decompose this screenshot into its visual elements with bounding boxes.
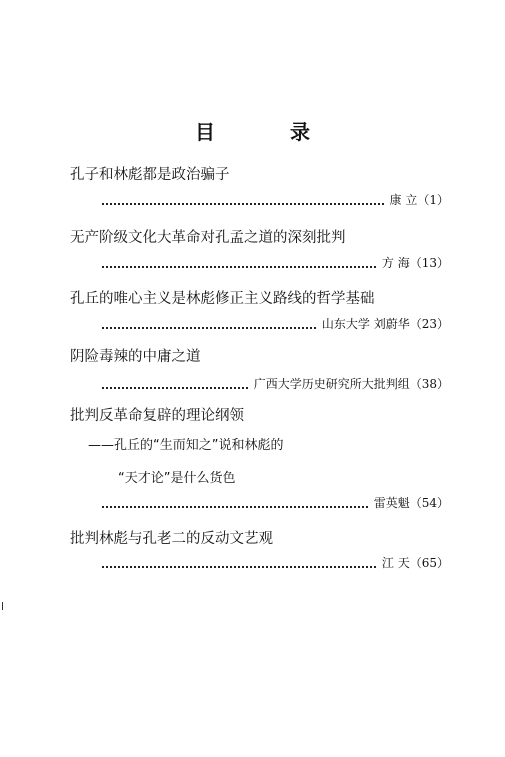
toc-entry-leader (102, 376, 449, 392)
toc-entry-author: 方 海 (381, 256, 410, 270)
dot-leader (102, 373, 248, 389)
toc-entry-subtitle: “天才论”是什么货色 (118, 471, 236, 486)
toc-entry-page: （1） (417, 193, 449, 207)
toc-entry-title: 孔丘的唯心主义是林彪修正主义路线的哲学基础 (70, 291, 375, 307)
toc-entry-title: 批判反革命复辟的理论纲领 (70, 408, 244, 424)
toc-heading: 目 录 (195, 120, 344, 144)
dot-leader (102, 313, 316, 329)
toc-entry-page: （38） (409, 377, 449, 391)
toc-entry-leader (102, 192, 449, 208)
dot-leader (102, 189, 384, 205)
toc-entry-title: 阴险毒辣的中庸之道 (70, 349, 201, 365)
toc-entry-leader (102, 316, 449, 332)
toc-entry-author: 山东大学 刘蔚华 (321, 317, 410, 331)
toc-entry-leader (102, 495, 449, 511)
dot-leader (102, 492, 368, 508)
margin-mark (2, 602, 3, 610)
dot-leader (102, 552, 376, 568)
toc-entry-title: 孔子和林彪都是政治骗子 (70, 167, 230, 183)
toc-entry-page: （13） (409, 256, 449, 270)
toc-entry-leader (102, 555, 449, 571)
toc-entry-page: （54） (409, 496, 449, 510)
toc-entry-page: （65） (409, 556, 449, 570)
toc-entry-author: 江 天 (381, 556, 410, 570)
toc-entry-title: 批判林彪与孔老二的反动文艺观 (70, 531, 273, 547)
dot-leader (102, 252, 376, 268)
toc-entry-author: 康 立 (389, 193, 418, 207)
toc-entry-author: 广西大学历史研究所大批判组 (253, 377, 410, 391)
toc-entry-leader (102, 255, 449, 271)
toc-entry-page: （23） (409, 317, 449, 331)
toc-entry-title: 无产阶级文化大革命对孔孟之道的深刻批判 (70, 230, 346, 246)
toc-entry-subtitle: ——孔丘的“生而知之”说和林彪的 (88, 438, 284, 453)
toc-entry-author: 雷英魁 (373, 496, 410, 510)
